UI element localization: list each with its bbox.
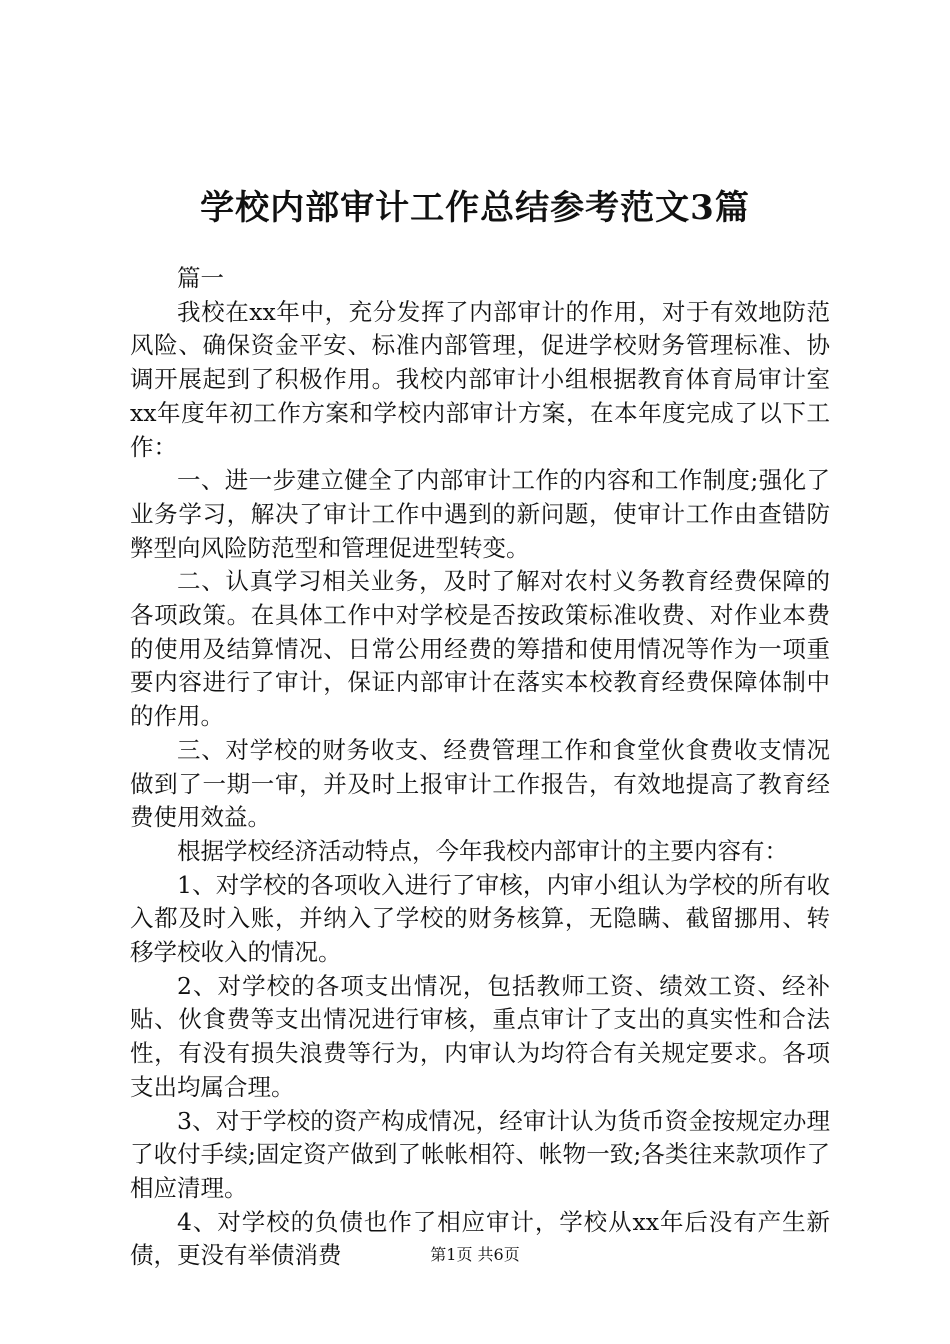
section-heading: 篇一	[177, 264, 224, 292]
paragraph-intro: 我校在xx年中，充分发挥了内部审计的作用，对于有效地防范风险、确保资金平安、标准内部管理，促进学校财务管理标准、协调开展起到了积极作用。我校内部审计小组根据教育体育局审计室xx年度年初工作方案和学校内部审计方案，在本年度完成了以下工作：	[130, 297, 830, 461]
page-number-footer: 第1页 共6页	[430, 1245, 520, 1264]
document-body	[130, 262, 830, 1273]
paragraph-item-1: 一、进一步建立健全了内部审计工作的内容和工作制度;强化了业务学习，解决了审计工作中遇到的新问题，使审计工作由查错防弊型向风险防范型和管理促进型转变。	[130, 466, 830, 562]
paragraph-audit-assets: 3、对于学校的资产构成情况，经审计认为货币资金按规定办理了收付手续;固定资产做到了帐帐相符、帐物一致;各类往来款项作了相应清理。	[130, 1106, 830, 1202]
document-title: 学校内部审计工作总结参考范文3篇	[200, 188, 750, 228]
paragraph-audit-liabilities: 4、对学校的负债也作了相应审计，学校从xx年后没有产生新债，更没有举债消费	[130, 1207, 830, 1270]
paragraph-item-3: 三、对学校的财务收支、经费管理工作和食堂伙食费收支情况做到了一期一审，并及时上报审计工作报告，有效地提高了教育经费使用效益。	[130, 735, 830, 832]
paragraph-item-2: 二、认真学习相关业务，及时了解对农村义务教育经费保障的各项政策。在具体工作中对学校是否按政策标准收费、对作业本费的使用及结算情况、日常公用经费的筹措和使用情况等作为一项重要内容进行了审计，保证内部审计在落实本校教育经费保障体制中的作用。	[130, 567, 830, 731]
paragraph-audit-content-intro: 根据学校经济活动特点，今年我校内部审计的主要内容有：	[177, 836, 788, 865]
paragraph-audit-income: 1、对学校的各项收入进行了审核，内审小组认为学校的所有收入都及时入账，并纳入了学校的财务核算，无隐瞒、截留挪用、转移学校收入的情况。	[130, 870, 830, 967]
paragraph-audit-expenditure: 2、对学校的各项支出情况，包括教师工资、绩效工资、经补贴、伙食费等支出情况进行审核，重点审计了支出的真实性和合法性，有没有损失浪费等行为，内审认为均符合有关规定要求。各项支出均属合理。	[130, 971, 830, 1101]
